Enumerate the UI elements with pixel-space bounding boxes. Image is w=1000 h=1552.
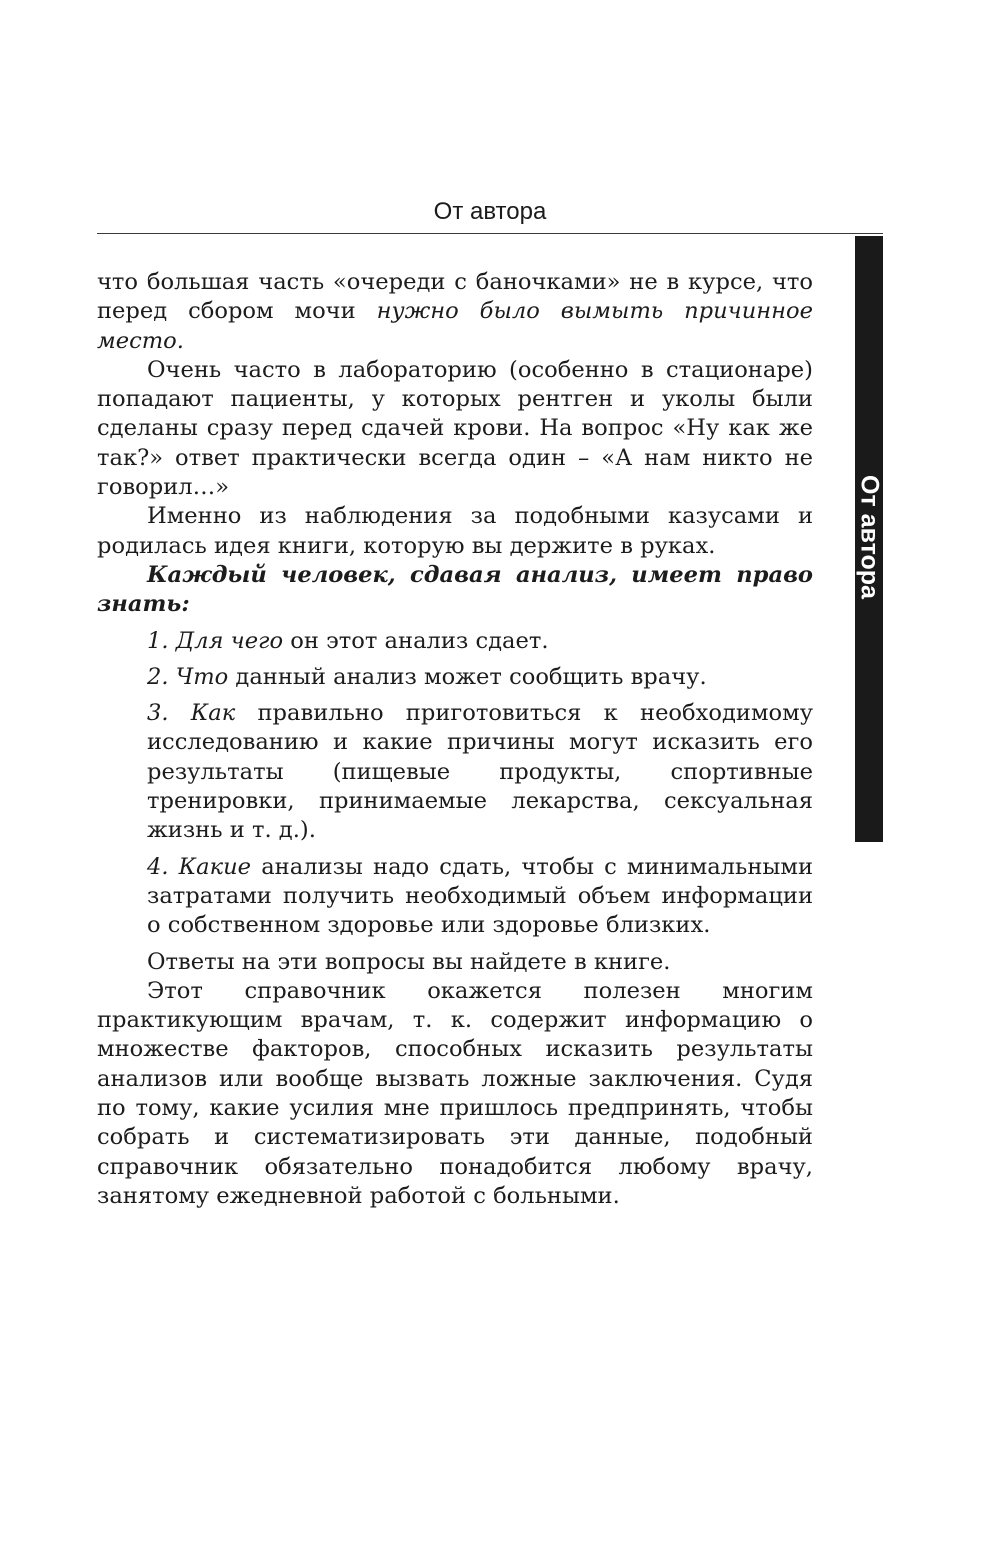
running-head: От автора (433, 198, 547, 225)
body-text (97, 268, 813, 1211)
paragraph: Именно из наблюдения за подобными казусами и родилась идея книги, которую вы держите в руках. (97, 503, 813, 559)
section-thumb-label: От автора (855, 475, 884, 599)
list-item (147, 627, 813, 656)
list-item-lead: 3. Как (147, 700, 236, 727)
list-item-lead: 4. Какие (147, 853, 252, 880)
list-item (147, 699, 813, 845)
list-item (147, 853, 813, 941)
paragraph-continued (97, 268, 813, 356)
header-rule (97, 233, 883, 234)
list-item-text: данный анализ может сообщить врачу. (228, 663, 707, 690)
paragraph-italic: нужно было вымыть причинное место. (97, 298, 813, 354)
paragraph: Очень часто в лабораторию (особенно в стационаре) попадают пациенты, у которых рентген и уколы были сделаны сразу перед сдачей крови. На вопрос «Ну как же так?» ответ практически всегда один – «А нам никто не говорил…» (97, 356, 813, 501)
list-item-lead: 2. Что (147, 663, 229, 690)
paragraph: Ответы на эти вопросы вы найдете в книге. (147, 948, 671, 975)
list-item-text: анализы надо сдать, чтобы с минимальными затратами получить необходимый объем информации о собственном здоровье или здоровье близких. (147, 853, 813, 939)
list-item-text: правильно приготовиться к необходимому исследованию и какие причины могут исказить его результаты (пищевые продукты, спортивные тренировки, принимаемые лекарства, сексуальная жизнь и т. д.). (147, 700, 814, 844)
list-item (147, 663, 813, 692)
paragraph-text: что большая часть «очереди с баночками» не в курсе, что перед сбором мочи (97, 269, 813, 325)
emphasis-paragraph: Каждый человек, сдавая анализ, имеет право знать: (97, 561, 813, 618)
list-item-text: он этот анализ сдает. (283, 627, 549, 654)
paragraph: Этот справочник окажется полезен многим практикующим врачам, т. к. содержит информацию о множестве факторов, способных исказить результаты анализов или вообще вызвать ложные заключения. Судя по тому, какие усилия мне пришлось предпринять, чтобы собрать и систематизировать эти данные, подобный справочник обязательно понадобится любому врачу, занятому ежедневной работой с больными. (97, 977, 813, 1209)
list-item-lead: 1. Для чего (147, 627, 284, 654)
